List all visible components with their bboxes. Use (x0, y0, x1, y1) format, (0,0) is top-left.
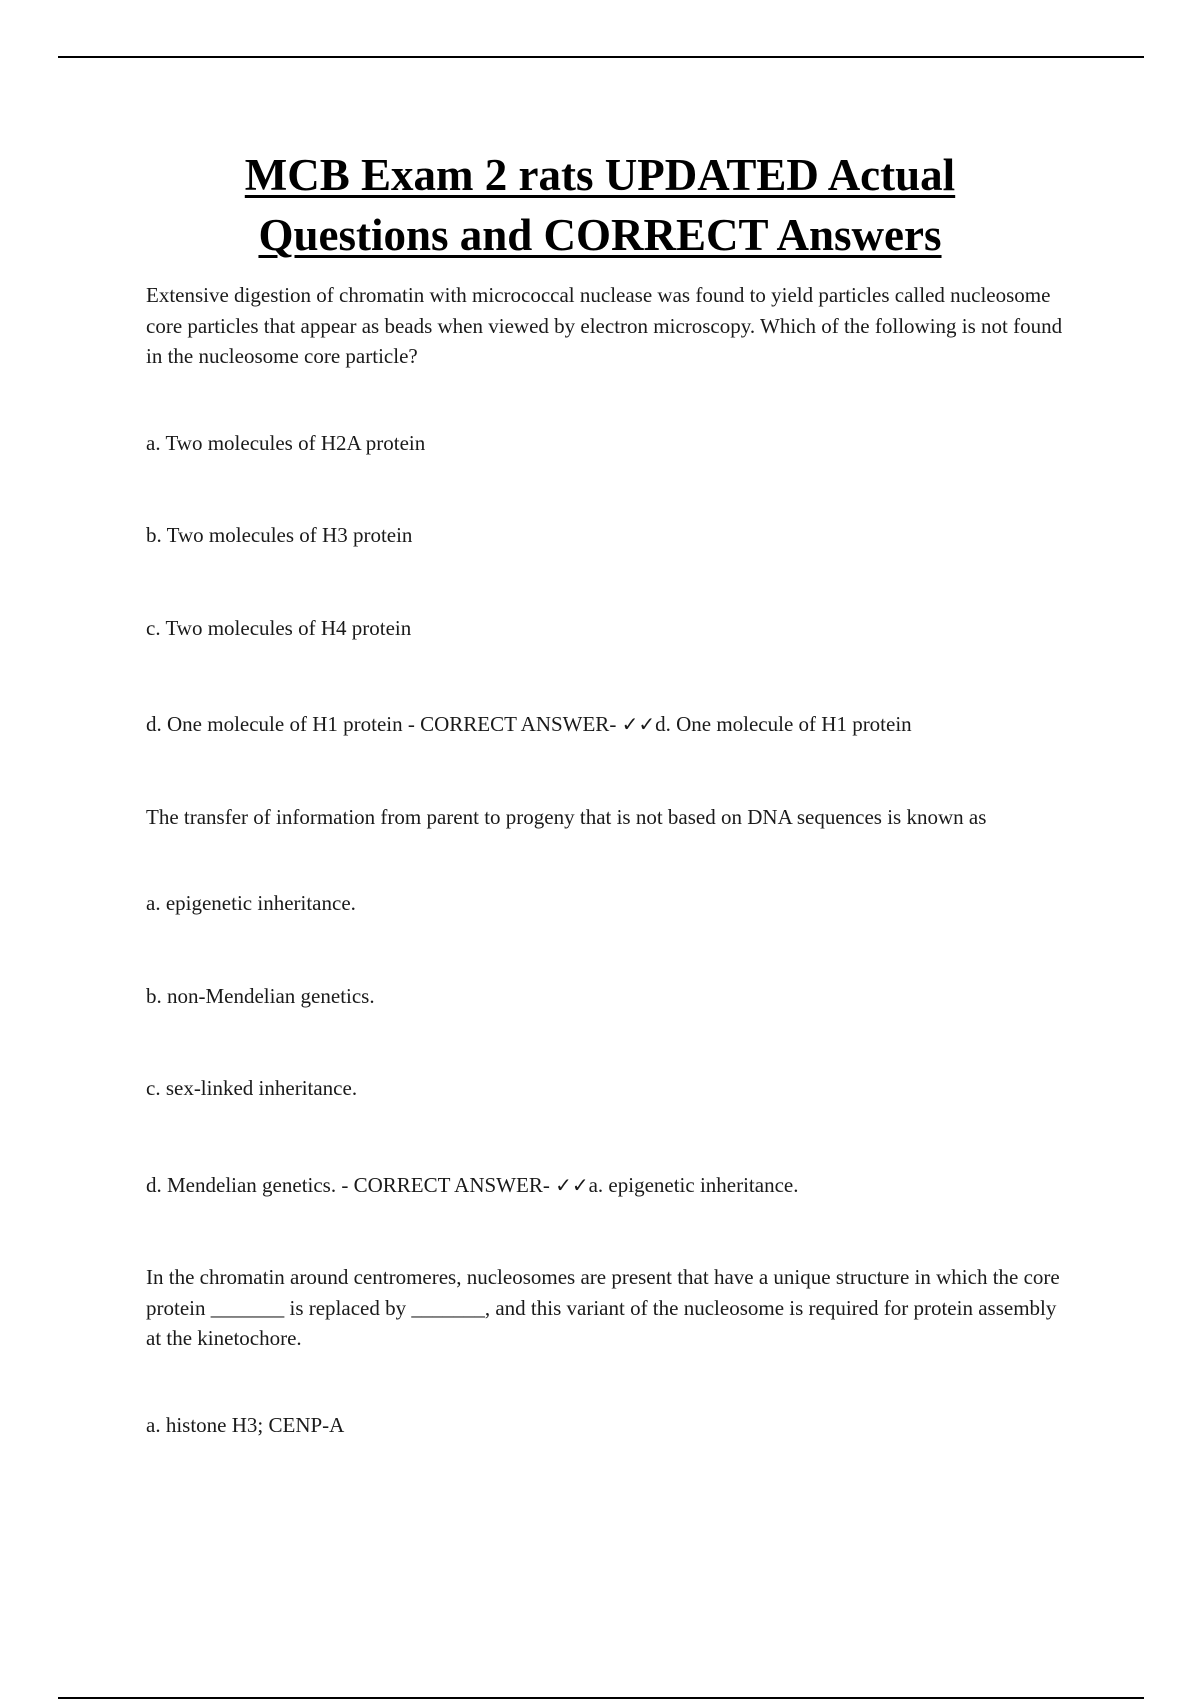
checkmark-icon: ✓✓ (621, 712, 656, 736)
question-1-stem: Extensive digestion of chromatin with micrococcal nuclease was found to yield particles called nucleosome core particles that appear as beads when viewed by electron microscopy. Which of the following is not found in the nucleosome core particle? (146, 283, 1063, 368)
title-line-2: Questions and CORRECT Answers (258, 210, 942, 260)
question-2-correct-answer: a. epigenetic inheritance. (588, 1172, 799, 1197)
question-1-option-a: a. Two molecules of H2A protein (146, 430, 426, 455)
question-1-correct-answer: d. One molecule of H1 protein (655, 712, 912, 736)
question-1-option-d: d. One molecule of H1 protein (146, 712, 403, 736)
title-line-1: MCB Exam 2 rats UPDATED Actual (244, 150, 956, 200)
question-2-option-b: b. non-Mendelian genetics. (146, 983, 375, 1008)
question-3-stem: In the chromatin around centromeres, nucleosomes are present that have a unique structure in which the core protein _______ is replaced by _______, and this variant of the nucleosome is required for protein assembly at the kinetochore. (146, 1265, 1060, 1350)
answer-label: - CORRECT ANSWER- (336, 1172, 556, 1197)
question-2-option-c: c. sex-linked inheritance. (146, 1076, 358, 1100)
document-title (100, 145, 1100, 265)
question-2-option-a: a. epigenetic inheritance. (146, 891, 356, 915)
document-body (146, 280, 1076, 1440)
question-3-option-a: a. histone H3; CENP-A (146, 1412, 345, 1437)
question-2-option-d-answer (146, 1170, 1076, 1201)
top-rule (58, 56, 1144, 58)
question-2-option-d: d. Mendelian genetics. (146, 1172, 337, 1197)
question-2-stem: The transfer of information from parent to progeny that is not based on DNA sequences is known as (146, 804, 987, 829)
question-1-option-c: c. Two molecules of H4 protein (146, 615, 412, 640)
bottom-rule (58, 1697, 1144, 1699)
checkmark-icon: ✓✓ (555, 1172, 589, 1197)
question-1-option-b: b. Two molecules of H3 protein (146, 523, 413, 547)
question-1-option-d-answer (146, 709, 1076, 740)
answer-label: - CORRECT ANSWER- (402, 712, 622, 736)
